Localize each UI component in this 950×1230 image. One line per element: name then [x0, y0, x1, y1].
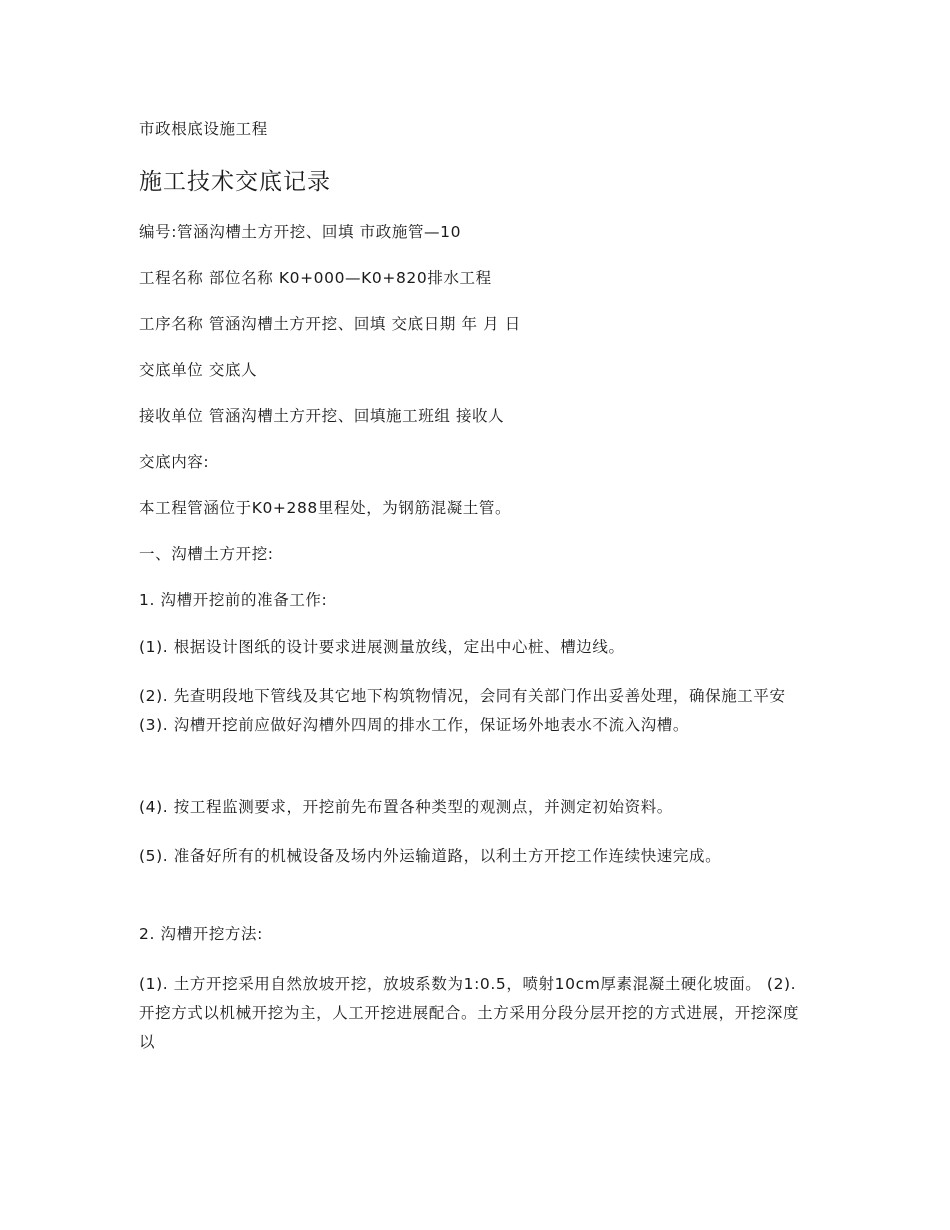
receiving-unit-line: 接收单位 管涵沟槽土方开挖、回填施工班组 接收人	[139, 407, 505, 425]
subsection-method: 2. 沟槽开挖方法:	[139, 925, 263, 943]
method-paragraph: (1). 土方开挖采用自然放坡开挖，放坡系数为1:0.5，喷射10cm厚素混凝土硬化坡面。 (2). 开挖方式以机械开挖为主，人工开挖进展配合。土方采用分段分层开挖的方式进展，开挖深度以	[139, 975, 800, 1051]
record-number-line: 编号:管涵沟槽土方开挖、回填 市政施管—10	[139, 223, 462, 241]
content-label: 交底内容:	[139, 453, 210, 471]
preparation-item-5: (5). 准备好所有的机械设备及场内外运输道路，以利土方开挖工作连续快速完成。	[139, 847, 722, 865]
project-description: 本工程管涵位于K0+288里程处，为钢筋混凝土管。	[139, 499, 512, 517]
process-name-line: 工序名称 管涵沟槽土方开挖、回填 交底日期 年 月 日	[139, 315, 521, 333]
preparation-item-1: (1). 根据设计图纸的设计要求进展测量放线，定出中心桩、槽边线。	[139, 638, 625, 656]
preparation-item-4: (4). 按工程监测要求，开挖前先布置各种类型的观测点，并测定初始资料。	[139, 798, 673, 816]
document-title: 施工技术交底记录	[139, 169, 331, 195]
preparation-item-2-3: (2). 先查明段地下管线及其它地下构筑物情况，会同有关部门作出妥善处理，确保施工平安 (3). 沟槽开挖前应做好沟槽外四周的排水工作，保证场外地表水不流入沟槽。	[139, 687, 786, 734]
issuing-unit-line: 交底单位 交底人	[139, 361, 258, 379]
subsection-preparation: 1. 沟槽开挖前的准备工作:	[139, 591, 328, 609]
section-heading-excavation: 一、沟槽土方开挖:	[139, 545, 274, 563]
project-name-line: 工程名称 部位名称 K0+000—K0+820排水工程	[139, 269, 492, 287]
document-header: 市政根底设施工程	[139, 120, 268, 138]
